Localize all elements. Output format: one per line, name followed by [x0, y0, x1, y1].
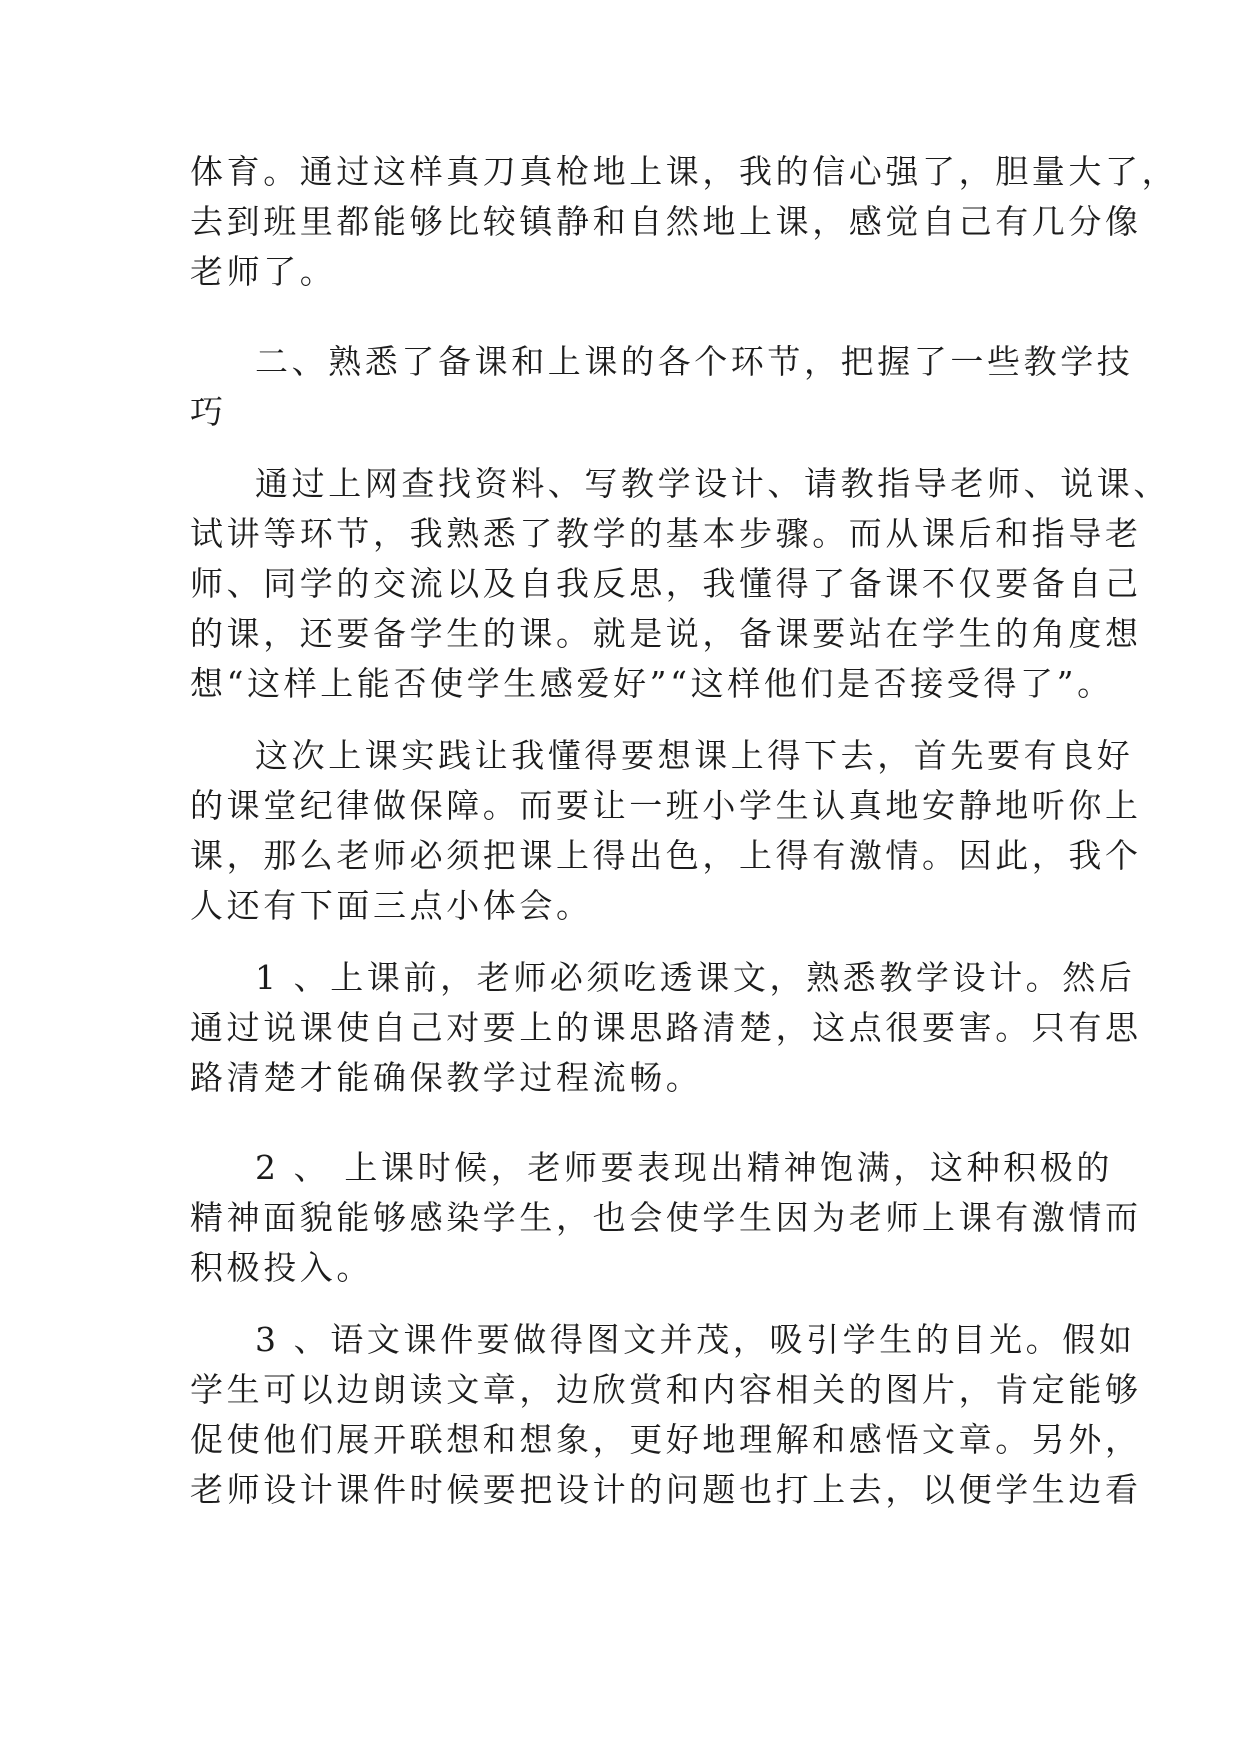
- text-line: 试讲等环节，我熟悉了教学的基本步骤。而从课后和指导老: [190, 514, 1142, 553]
- text-line: 精神面貌能够感染学生，也会使学生因为老师上课有激情而: [190, 1198, 1142, 1237]
- text-line: 学生可以边朗读文章，边欣赏和内容相关的图片，肯定能够: [190, 1370, 1142, 1409]
- text-line: 路清楚才能确保教学过程流畅。: [190, 1058, 703, 1097]
- section-heading-line: 二、熟悉了备课和上课的各个环节，把握了一些教学技: [255, 342, 1134, 381]
- text-line: 老师设计课件时候要把设计的问题也打上去，以便学生边看: [190, 1470, 1142, 1509]
- text-line: 去到班里都能够比较镇静和自然地上课，感觉自己有几分像: [190, 202, 1142, 241]
- text-line: 老师了。: [190, 252, 337, 291]
- text-line: 体育。通过这样真刀真枪地上课，我的信心强了，胆量大了，: [190, 152, 1179, 191]
- section-heading-line: 巧: [190, 392, 227, 431]
- text-line: 这次上课实践让我懂得要想课上得下去，首先要有良好: [255, 736, 1134, 775]
- text-line: 2 、 上课时候，老师要表现出精神饱满，这种积极的: [255, 1148, 1113, 1187]
- text-line: 人还有下面三点小体会。: [190, 886, 593, 925]
- text-line: 积极投入。: [190, 1248, 373, 1287]
- text-line: 通过上网查找资料、写教学设计、请教指导老师、说课、: [255, 464, 1170, 503]
- text-line: 促使他们展开联想和想象，更好地理解和感悟文章。另外，: [190, 1420, 1142, 1459]
- text-line: 课，那么老师必须把课上得出色，上得有激情。因此，我个: [190, 836, 1142, 875]
- text-line: 师、同学的交流以及自我反思，我懂得了备课不仅要备自己: [190, 564, 1142, 603]
- text-line: 3 、语文课件要做得图文并茂，吸引学生的目光。假如: [255, 1320, 1136, 1359]
- text-line: 通过说课使自己对要上的课思路清楚，这点很要害。只有思: [190, 1008, 1142, 1047]
- text-line: 想“这样上能否使学生感爱好”“这样他们是否接受得了”。: [190, 664, 1114, 703]
- text-line: 1 、上课前，老师必须吃透课文，熟悉教学设计。然后: [255, 958, 1136, 997]
- text-line: 的课，还要备学生的课。就是说，备课要站在学生的角度想: [190, 614, 1142, 653]
- text-line: 的课堂纪律做保障。而要让一班小学生认真地安静地听你上: [190, 786, 1142, 825]
